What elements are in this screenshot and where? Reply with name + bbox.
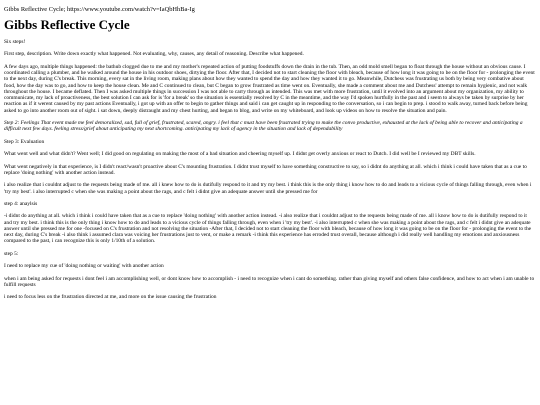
paragraph-description: A few days ago, multiple things happened: the bathub clogged due to me and my mother's repeated action of putting foodstuffs down the drain in the tub. Then, an odd mold smell began to float through the house without an obvious cause. I coordinated calling a plumber, and he walked around the house in his outdoor shoes, dirtying the floor. After that, I decided not to start cleaning the floor with bleach, because of how long it was going to be on the floor for - prolonging the event to the next day, during C's break. This morning, every sat in the living room, making plans about how they wanted to spend the day and how they wanted it to go. Meanwhile, Dutchess was frustrating us both by being very combative about food, how the day was to go, and how to keep the house clean. Me and C continued to clean, but C began to grow frustrated as time went on. Eventually, she made a comment about me and Dutchess' attempt to remain hygienic, and not walk throughout the house. I became deflated. Then I was asked multiple things in succession I was not able to carry through as intended. This was met with more frustration, until it evolved into an argument about my organization, my ability to communicate, my lack of proactiveness, the best solution I can ask for is 'for a break' so the situation is essentially resolved by C in the meantime, and the way I'd spoken hurtfully in the past and i seem to always be taken by surprise by her reaction as if it werent caused by my past actions Eventually, i got up with an offer to begin to gather things and said i can get caught up in responding to the conversation, so i can begin to prep. i stood to walk away, turned back before being asked to go into another room out of sight. i sat down, deeply distraught and my chest hurting, and began to blog, and write on my whiteboard, and look up videos on how to resolve the situation and pain. [4, 63, 535, 114]
paragraph-went-negatively: What went negatively in that experience, is I didn't react/wasn't proactive about C's mounting frustration. I didnt trust myself to have something constructive to say, so i didnt do anything at all. which i think i could have taken that as a cue to replace 'doing nothing' with another action instead. [4, 163, 527, 176]
paragraph-step-4-heading: step 4: anaylsis [4, 201, 38, 207]
paragraph-realization: i also realize that i couldnt adjust to the requests being made of me. all i knew how to do is dutifully respond to it and try my best. i think this is the only thing i know how to do and leads to a vicious cycle of things falling through, even when i 'try my best'. i also interrupted c when she was making a point about the rags, and c felt i didnt give an adequate answer until she pressed me for [4, 182, 532, 195]
paragraph-step-5-heading: step 5: [4, 250, 19, 257]
paragraph-went-well: What went well and what didn't? Went well; I did good on regulating on making the most of a bad situation and cheering myself up. I didnt get overly anxious or react to Dutch. I did well be I reviewed my DBT skills. [4, 151, 476, 158]
paragraph-analysis: -i didnt do anything at all. which i think i could have taken that as a cue to replace 'doing nothing' with another action instead. -i also realize that i couldnt adjust to the requests being made of me. all i know how to do is dutifully respond to it and try my best. i think this is the only thing i know how to do and leads to a vicious cycle of things falling through, even when i 'try my best'. -i also interrupted c when she was making a point about the rags, and c felt i didnt give an adequate answer until she pressed me for one -focused on C's frustration and not resolving the situation -After that, I decided not to start cleaning the floor with bleach, because of how long it was going to be on the floor for - prolonging the event to the next day, during C's break -i also think i assumed clara was voicing her frustrations just to vent, or make a remark -i think this experience has erroded trust overall, because although i did really well handling my emotions and anxiousness compared to the past, i can recognize this is only 1/10th of a solution. [4, 213, 532, 245]
document-heading: Gibbs Reflective Cycle [4, 17, 130, 32]
paragraph-replace-cue: I need to replace my cue of 'doing nothing or waiting' with another action [4, 263, 164, 270]
document-top-title: Gibbs Reflective Cycle; https://www.youtube.com/watch?v=IaQbHhBa-Ig [4, 6, 195, 13]
paragraph-focus: i need to focus less on the frustration directed at me, and more on the issue causing the frustration [4, 294, 217, 301]
paragraph-requests: when i am being asked for requests i dont feel i am accomplishing well, or dont know how to accomplish - i need to recognize when i cant do something. rather than giving myself and others false confidence, and how to act when i am unable to fulfill requests [4, 275, 535, 288]
paragraph-step-2-feelings: Step 2: Feelings That event made me feel demoralized, sad, full of grief, frustrated, scared, angry. i feel that c must have been frustrated trying to make the convo productive, exhausted at the lack of being able to recover and anticipating a difficult next few days. feeling stress/grief about anticipating my next shortcoming. anticipating my lack of agency in the situation and lack of dependability [4, 120, 523, 133]
paragraph-first-step: First step, description. Write down exactly what happened. Not evaluating, why, causes, any detail of reasoning. Describe what happened. [4, 51, 304, 58]
paragraph-intro: Six steps! [4, 39, 26, 45]
paragraph-step-3-heading: Step 3: Evaluation [4, 138, 45, 145]
